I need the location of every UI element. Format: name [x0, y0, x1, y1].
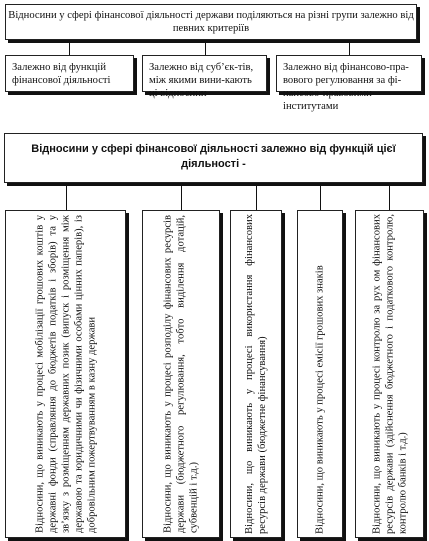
relations-column-usage	[230, 210, 282, 538]
criterion-label: Залежно від функцій фінансової діяльності	[12, 62, 111, 86]
relations-column-control	[355, 210, 424, 538]
criterion-box-subjects	[142, 55, 267, 99]
functions-title-box	[4, 133, 423, 183]
connector-line	[181, 183, 182, 210]
functions-title: Відносини у сфері фінансової діяльності залежно від функцій цієї діяльності -	[31, 143, 396, 170]
column-text: Відносини, що виникають у процесі розподілу фінансових ресурсів держави (бюджетного регулювання, тобто виділення дотацій, субвенцій і т.д.)	[162, 215, 200, 533]
connector-line	[349, 40, 350, 55]
relations-column-mobilization	[5, 210, 126, 538]
connector-line	[69, 40, 70, 55]
relations-column-distribution	[142, 210, 220, 538]
column-text: Відносини, що виникають у процесі контролю за рух ом фінансових ресурсів держави (здійснення бюджетного і податкового контролю, контролю банків і т.д.)	[371, 214, 408, 534]
criterion-label: Залежно від фінансово-пра-вового регулювання за фі-нансово-правовими інститутами	[283, 62, 409, 112]
classification-title: Відносини у сфері фінансової діяльності держави поділяються на різні групи залежно від певних критеріїв	[8, 10, 414, 34]
connector-line	[256, 183, 257, 210]
column-text: Відносини, що виникають у процесі емісії грошових знаків	[314, 265, 326, 534]
column-text: Відносини, що виникають у процесі використання фінансових ресурсів держави (бюджетне фінансування)	[244, 214, 268, 534]
connector-line	[389, 183, 390, 210]
relations-column-emission	[297, 210, 343, 538]
criterion-box-functions	[5, 55, 134, 92]
criterion-label: Залежно від суб’єк-тів, між якими вини-кають ці відносини	[149, 62, 254, 99]
column-text: Відносини, що виникають у процесі мобілізації грошових коштів у державні фонди (справляння до бюджетів податків і зборів) та у зв’язку з розміщенням державних позик (випуск і розміщення між державою та юридичними чи фізичними особами цінних паперів), із добровільним пожертвуванням в казну держави	[34, 215, 97, 533]
connector-line	[320, 183, 321, 210]
criterion-box-institutes	[276, 55, 422, 112]
connector-line	[205, 40, 206, 55]
classification-title-box	[5, 4, 417, 40]
connector-line	[66, 183, 67, 210]
